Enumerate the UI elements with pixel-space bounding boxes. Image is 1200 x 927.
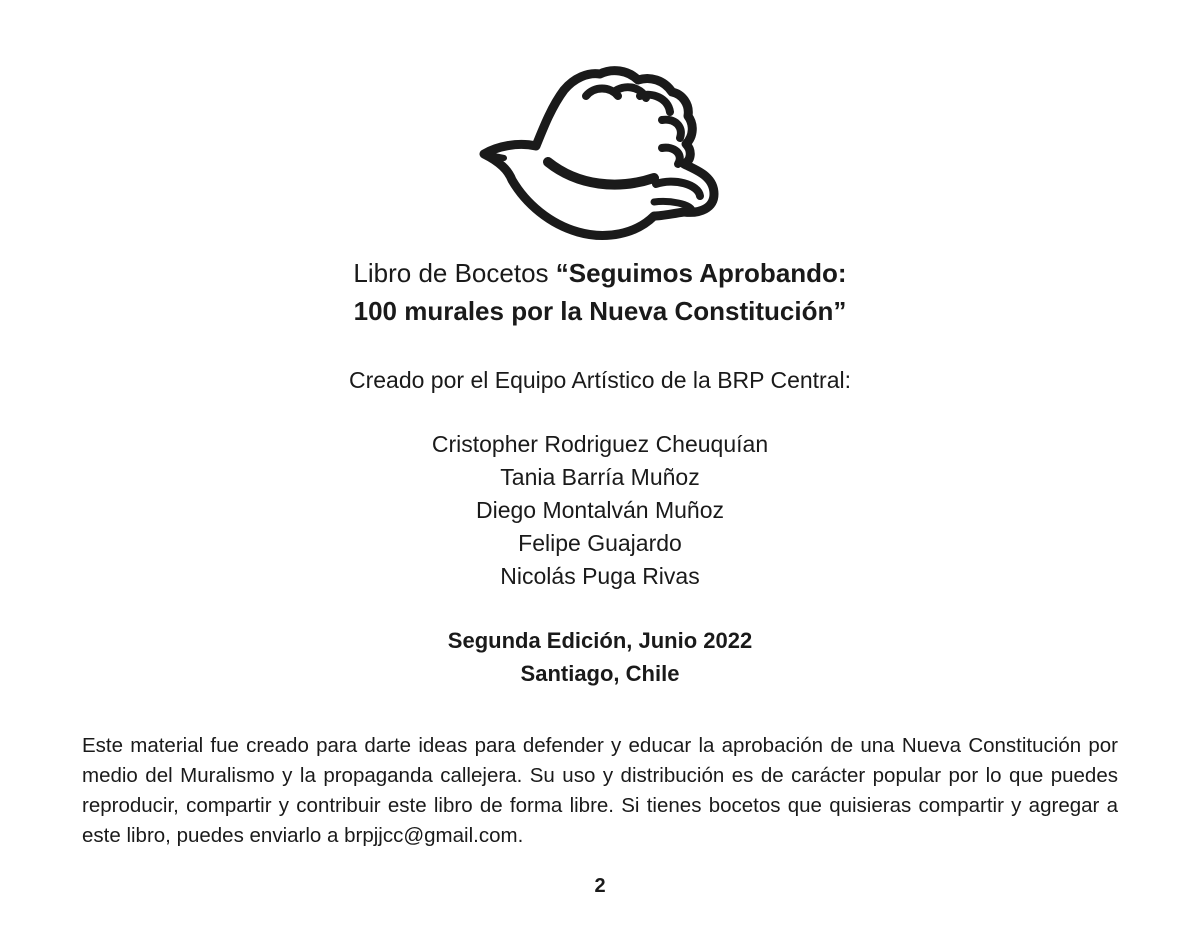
created-by-heading: Creado por el Equipo Artístico de la BRP Central: [348, 367, 851, 393]
author-name: Cristopher Rodriguez Cheuquían [431, 431, 769, 457]
authors-list [0, 428, 1200, 593]
usage-notice: Este material fue creado para darte ideas para defender y educar la aprobación de una Nueva Constitución por medio del Muralismo y la propaganda callejera. Su uso y distribución es de carácter popular por lo que puedes reproducir, compartir y contribuir este libro de forma libre. Si tienes bocetos que quisieras compartir y agregar a este libro, puedes enviarlo a brpjjcc@gmail.com. [82, 734, 1118, 847]
title-prefix: Libro de Bocetos [353, 258, 556, 288]
author-name: Nicolás Puga Rivas [500, 563, 700, 589]
page-number: 2 [594, 875, 606, 897]
dove-icon [478, 66, 722, 244]
author-name: Tania Barría Muñoz [500, 464, 700, 490]
title-bold-line-2: 100 murales por la Nueva Constitución” [353, 296, 847, 326]
title-line-1 [0, 254, 1200, 292]
book-title [0, 254, 1200, 330]
author-name: Diego Montalván Muñoz [475, 497, 725, 523]
edition-location: Santiago, Chile [520, 661, 680, 686]
author-name: Felipe Guajardo [518, 530, 682, 556]
edition-info [0, 624, 1200, 690]
title-bold-line-1: “Seguimos Aprobando: [555, 258, 847, 288]
edition-line: Segunda Edición, Junio 2022 [447, 628, 753, 653]
